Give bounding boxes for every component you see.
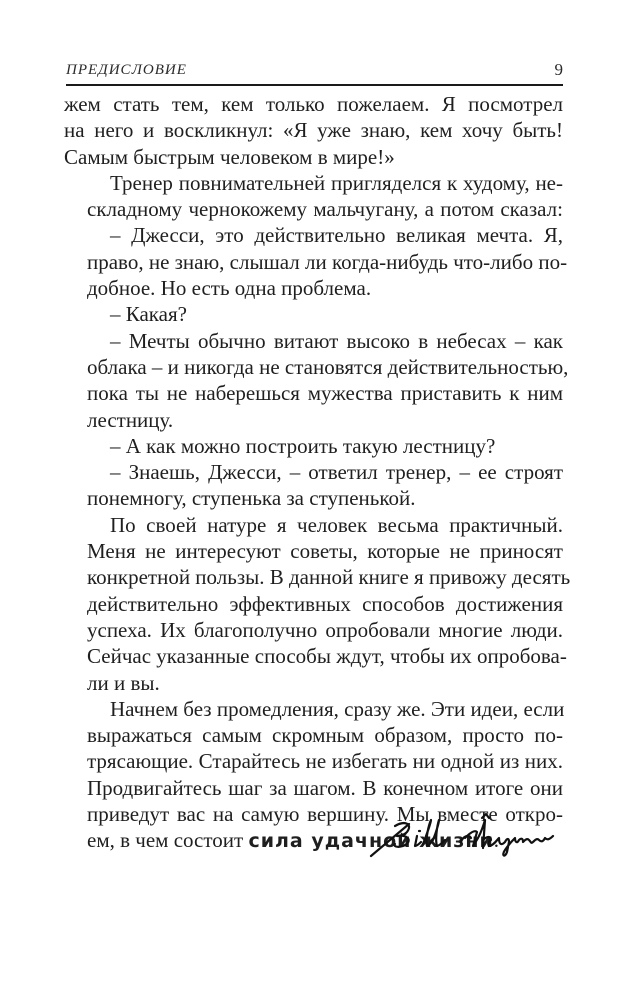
- text-line: – Знаешь, Джесси, – ответил тренер, – ее строят: [110, 460, 563, 485]
- text-line: Начнем без промедления, сразу же. Эти идеи, если: [110, 696, 565, 721]
- dialogue-paragraph: [64, 222, 568, 301]
- text-line: Тренер повнимательней пригляделся к худому, не-: [110, 170, 563, 195]
- text-line: Меня не интересуют советы, которые не приносят: [87, 539, 563, 564]
- text-line: трясающие. Старайтесь не избегать ни одной из них.: [87, 749, 563, 774]
- text-line: лестницу.: [87, 407, 174, 432]
- running-head: [66, 60, 563, 86]
- text-line: Самым быстрым человеком в мире!»: [64, 144, 395, 169]
- dialogue-paragraph: [64, 301, 563, 327]
- text-line: – Джесси, это действительно великая мечта. Я,: [110, 223, 563, 248]
- text-line: успеха. Их благополучно опробовали многие люди.: [87, 617, 563, 642]
- dialogue-paragraph: [64, 328, 569, 433]
- text-line: – Мечты обычно витают высоко в небесах – как: [110, 328, 563, 353]
- text-line: облака – и никогда не становятся действительностью,: [87, 354, 569, 379]
- paragraph: [64, 170, 563, 223]
- page-number: 9: [554, 60, 563, 79]
- text-line: право, не знаю, слышал ли когда-нибудь что-либо по-: [87, 249, 568, 274]
- text-line: приведут вас на самую вершину. Мы вместе откро-: [87, 802, 563, 827]
- text-line: конкретной пользы. В данной книге я привожу десять: [87, 565, 571, 590]
- running-title: ПРЕДИСЛОВИЕ: [66, 62, 187, 78]
- paragraph: [64, 512, 571, 696]
- text-line: понемногу, ступенька за ступенькой.: [87, 486, 416, 511]
- dialogue-paragraph: [64, 433, 563, 459]
- text-line: жем стать тем, кем только пожелаем. Я посмотрел: [64, 92, 563, 116]
- paragraph-continued: [64, 91, 563, 170]
- final-line-prefix: ем, в чем состоит: [87, 828, 249, 853]
- text-line: ли и вы.: [87, 670, 160, 695]
- dialogue-paragraph: [64, 459, 563, 512]
- text-line: – А как можно построить такую лестницу?: [110, 433, 496, 458]
- text-line: Сейчас указанные способы ждут, чтобы их опробова-: [87, 644, 567, 669]
- text-line: По своей натуре я человек весьма практичный.: [110, 512, 563, 537]
- text-line: – Какая?: [110, 302, 187, 327]
- final-line-suffix: .: [493, 828, 500, 853]
- text-line: на него и воскликнул: «Я уже знаю, кем хочу быть!: [64, 118, 563, 143]
- text-line: Продвигайтесь шаг за шагом. В конечном итоге они: [87, 775, 563, 800]
- text-line: добное. Но есть одна проблема.: [87, 276, 372, 301]
- text-line: выражаться самым скромным образом, просто по-: [87, 723, 563, 748]
- text-line: пока ты не наберешься мужества приставить к ним: [87, 381, 563, 406]
- signature-image: [365, 812, 565, 862]
- body-text: [64, 91, 571, 855]
- emphasized-phrase: сила удачной жизни: [248, 830, 494, 853]
- text-line: складному чернокожему мальчугану, а потом сказал:: [87, 197, 563, 222]
- text-line: действительно эффективных способов достижения: [87, 591, 563, 616]
